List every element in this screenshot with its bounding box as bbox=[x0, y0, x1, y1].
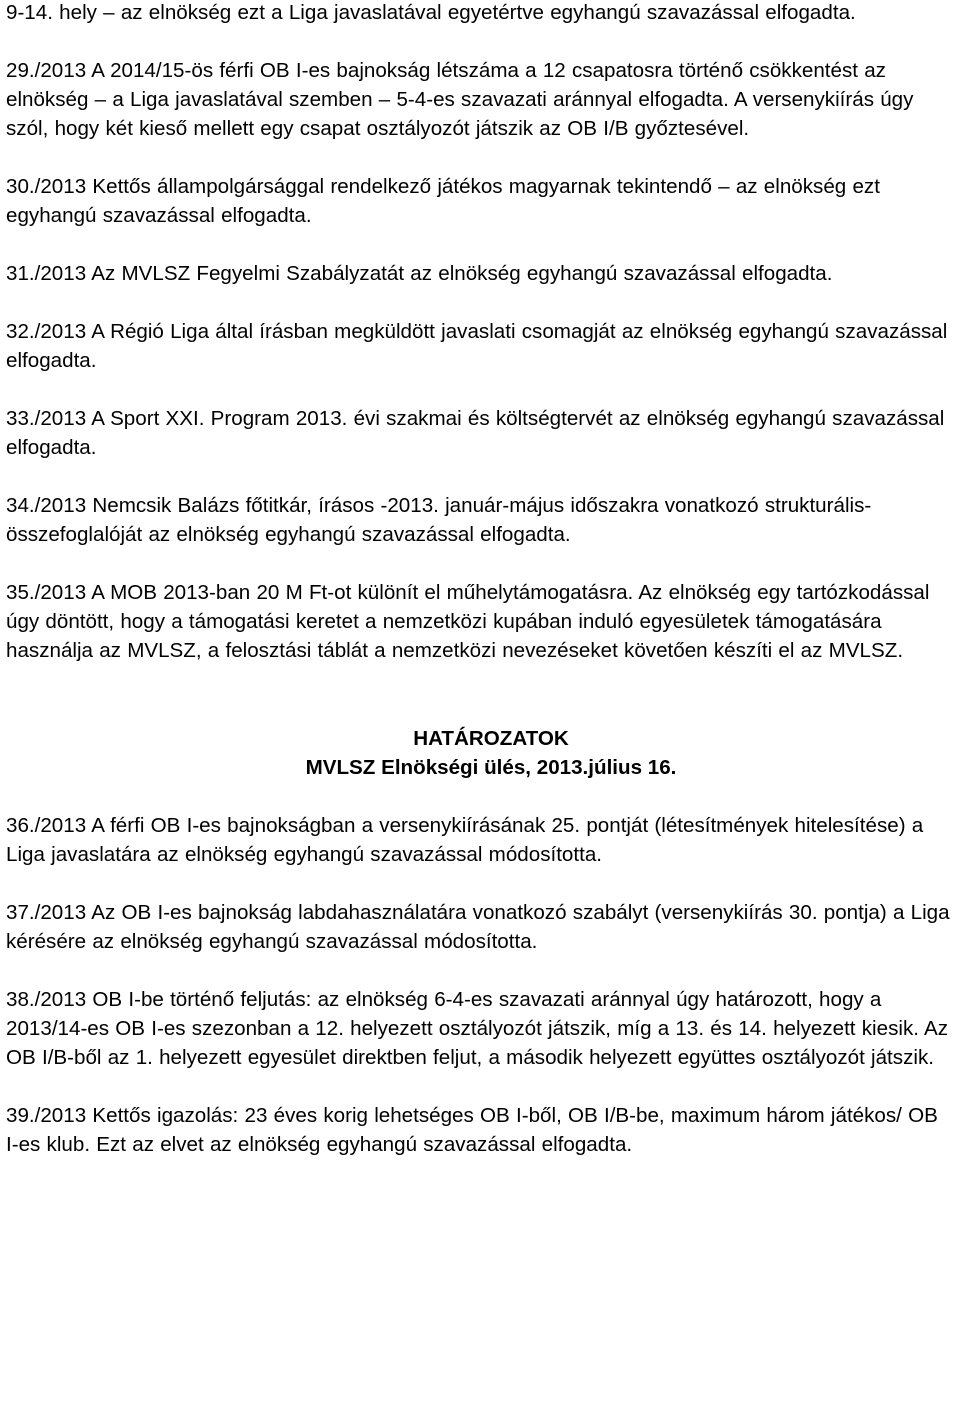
paragraph-9-14: 9-14. hely – az elnökség ezt a Liga javaslatával egyetértve egyhangú szavazással elfogadta. bbox=[6, 1, 856, 24]
paragraph-36-2013: 36./2013 A férfi OB I-es bajnokságban a versenykiírásának 25. pontját (létesítmények hitelesítése) a Liga javaslatára az elnökség egyhangú szavazással módosította. bbox=[6, 814, 924, 866]
heading-subtitle: MVLSZ Elnökségi ülés, 2013.július 16. bbox=[305, 756, 677, 779]
document-page bbox=[6, 0, 956, 1188]
paragraph-31-2013: 31./2013 Az MVLSZ Fegyelmi Szabályzatát az elnökség egyhangú szavazással elfogadta. bbox=[6, 262, 833, 285]
paragraph-38-2013: 38./2013 OB I-be történő feljutás: az elnökség 6-4-es szavazati aránnyal úgy határozott, hogy a 2013/14-es OB I-es szezonban a 12. helyezett osztályozót játszik, míg a 13. és 14. helyezett kiesik. Az OB I/B-ből az 1. helyezett egyesület direktben feljut, a második helyezett együttes osztályozót játszik. bbox=[6, 988, 949, 1069]
paragraph-37-2013: 37./2013 Az OB I-es bajnokság labdahasználatára vonatkozó szabályt (versenykiírás 30. pontja) a Liga kérésére az elnökség egyhangú szavazással módosította. bbox=[6, 901, 950, 953]
paragraph-33-2013: 33./2013 A Sport XXI. Program 2013. évi szakmai és költségtervét az elnökség egyhangú szavazással elfogadta. bbox=[6, 407, 945, 459]
paragraph-39-2013: 39./2013 Kettős igazolás: 23 éves korig lehetséges OB I-ből, OB I/B-be, maximum három játékos/ OB I-es klub. Ezt az elvet az elnökség egyhangú szavazással elfogadta. bbox=[6, 1104, 938, 1156]
heading-title: HATÁROZATOK bbox=[413, 727, 569, 750]
paragraph-32-2013: 32./2013 A Régió Liga által írásban megküldött javaslati csomagját az elnökség egyhangú szavazással elfogadta. bbox=[6, 320, 948, 372]
paragraph-29-2013: 29./2013 A 2014/15-ös férfi OB I-es bajnokság létszáma a 12 csapatosra történő csökkentést az elnökség – a Liga javaslatával szemben – 5-4-es szavazati aránnyal elfogadta. A versenykiírás úgy szól, hogy két kieső mellett egy csapat osztályozót játszik az OB I/B győztesével. bbox=[6, 59, 914, 140]
paragraph-35-2013: 35./2013 A MOB 2013-ban 20 M Ft-ot különít el műhelytámogatásra. Az elnökség egy tartózkodással úgy döntött, hogy a támogatási keretet a nemzetközi kupában induló egyesületek támogatására használja az MVLSZ, a felosztási táblát a nemzetközi nevezéseket követően készíti el az MVLSZ. bbox=[6, 581, 930, 662]
paragraph-34-2013: 34./2013 Nemcsik Balázs főtitkár, írásos -2013. január-május időszakra vonatkozó strukturális- összefoglalóját az elnökség egyhangú szavazással elfogadta. bbox=[6, 494, 872, 546]
paragraph-30-2013: 30./2013 Kettős állampolgársággal rendelkező játékos magyarnak tekintendő – az elnökség ezt egyhangú szavazással elfogadta. bbox=[6, 175, 880, 227]
section-heading bbox=[6, 724, 956, 782]
